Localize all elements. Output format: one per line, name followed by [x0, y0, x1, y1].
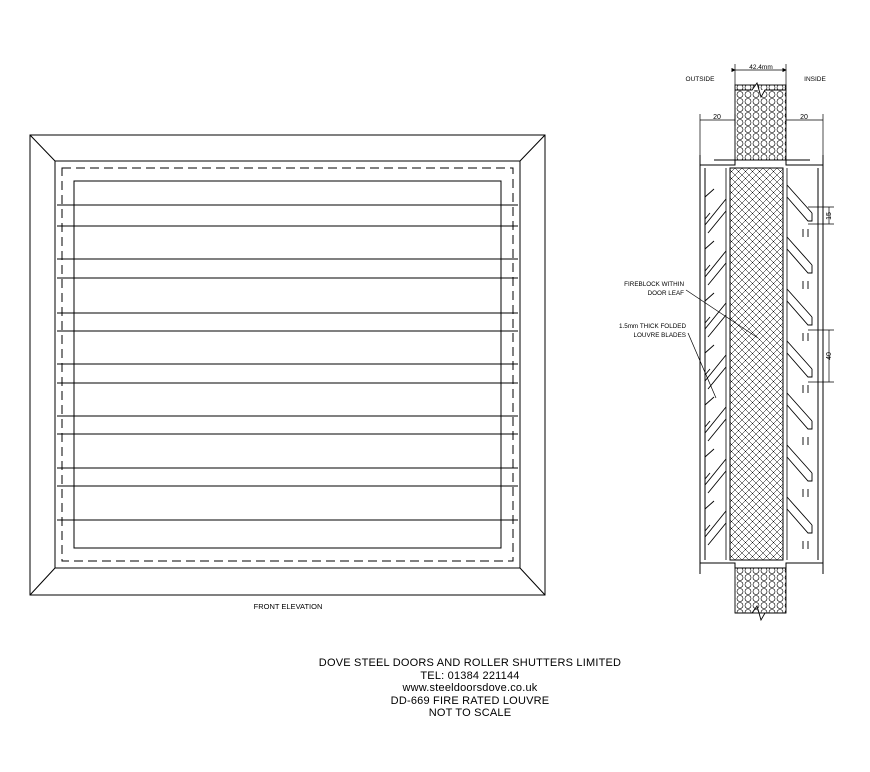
- front-elevation-label: FRONT ELEVATION: [253, 602, 323, 611]
- outside-label: OUTSIDE: [685, 76, 715, 83]
- dim-40-text: 40: [826, 352, 833, 360]
- blade-right: [787, 237, 812, 273]
- dim-right-text: 20: [800, 114, 808, 121]
- drawing-title: DD-669 FIRE RATED LOUVRE: [390, 694, 550, 707]
- blade-left-lip: [705, 345, 714, 353]
- blade-right-lip: [803, 385, 808, 393]
- title-block: [250, 657, 690, 720]
- blade-right: [787, 185, 812, 221]
- blade-left: [705, 459, 726, 493]
- blade-left-lip: [705, 397, 714, 405]
- blade-left-lip: [705, 449, 714, 457]
- inside-label: INSIDE: [804, 76, 826, 83]
- blade-right-lip: [803, 229, 808, 237]
- telephone: TEL: 01384 221144: [420, 669, 520, 682]
- outer-frame: [30, 135, 545, 595]
- blade-left: [705, 407, 726, 441]
- blade-right: [787, 445, 812, 481]
- honeycomb-core-bottom: [735, 568, 786, 613]
- dim-15-text: 15: [826, 212, 833, 220]
- louvre-blade-lines: [57, 205, 518, 520]
- dim-overall-text: 42.4mm: [749, 64, 773, 71]
- blade-left: [705, 303, 726, 337]
- blade-left: [705, 251, 726, 285]
- fireblock-label-line1: FIREBLOCK WITHIN: [624, 281, 684, 288]
- blade-left-lip: [705, 189, 714, 197]
- blade-left: [705, 199, 726, 233]
- fireblock-core: [730, 168, 783, 560]
- blade-right-lip: [803, 541, 808, 549]
- blade-left-lip: [705, 501, 714, 509]
- blade-left-lip: [705, 293, 714, 301]
- front-elevation: [30, 135, 545, 595]
- blades-label-line2: LOUVRE BLADES: [633, 332, 686, 339]
- website: www.steeldoorsdove.co.uk: [402, 682, 538, 694]
- blade-right-lip: [803, 333, 808, 341]
- blade-left-lip: [705, 241, 714, 249]
- blades-label-line1: 1.5mm THICK FOLDED: [618, 323, 686, 330]
- louvre-blades-right: [787, 185, 812, 549]
- blade-left: [705, 355, 726, 389]
- louvre-blades-left: [705, 189, 726, 545]
- blade-right-lip: [803, 437, 808, 445]
- blade-left: [705, 511, 726, 545]
- section-view: [619, 64, 834, 620]
- blade-right: [787, 393, 812, 429]
- dim-left-text: 20: [713, 114, 721, 121]
- company-name: DOVE STEEL DOORS AND ROLLER SHUTTERS LIMITED: [318, 657, 622, 669]
- blade-right-lip: [803, 281, 808, 289]
- blade-right: [787, 497, 812, 533]
- frame-bottom: [700, 563, 823, 568]
- blade-right: [787, 341, 812, 377]
- blade-right: [787, 289, 812, 325]
- fireblock-label-line2: DOOR LEAF: [647, 290, 684, 297]
- blade-right-lip: [803, 489, 808, 497]
- scale-note: NOT TO SCALE: [428, 707, 512, 719]
